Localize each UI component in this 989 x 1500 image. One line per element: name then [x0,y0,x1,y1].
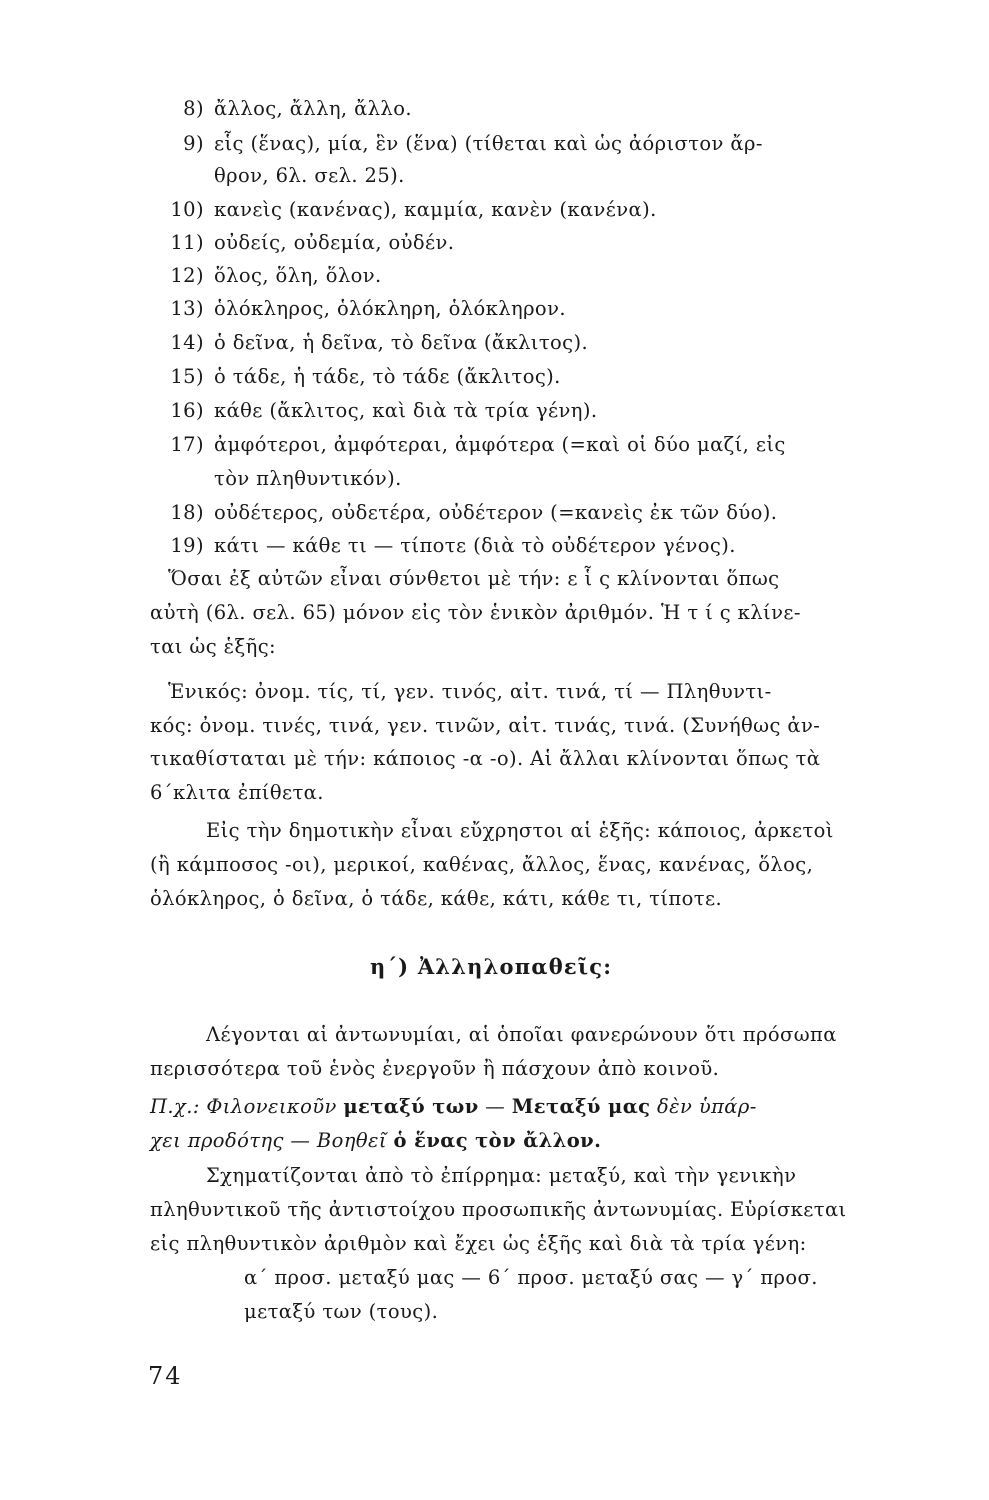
paragraph-line: Ὅσαι ἐξ αὐτῶν εἶναι σύνθετοι μὲ τήν: ε ἷ ς κλίνονται ὅπως [168,567,780,590]
list-item: 18) οὐδέτερος, οὐδετέρα, οὐδέτερον (=κανεὶς ἐκ τῶν δύο). [170,501,778,524]
list-item: 19) κάτι — κάθε τι — τίποτε (διὰ τὸ οὐδέτερον γένος). [170,534,736,557]
list-item: 15) ὁ τάδε, ἡ τάδε, τὸ τάδε (ἄκλιτος). [170,365,561,388]
paragraph-line: (ἢ κάμποσος -οι), μερικοί, καθένας, ἄλλος, ἕνας, κανένας, ὅλος, [150,853,814,876]
list-item: 9) εἷς (ἕνας), μία, ἓν (ἕνα) (τίθεται καὶ ὡς ἀόριστον ἄρ- [183,132,763,155]
list-item: 13) ὁλόκληρος, ὁλόκληρη, ὁλόκληρον. [170,297,566,320]
paragraph-line: τικαθίσταται μὲ τήν: κάποιος -α -ο). Αἱ ἄλλαι κλίνονται ὅπως τὰ [150,747,821,770]
paragraph-line: κός: ὀνομ. τινές, τινά, γεν. τινῶν, αἰτ. τινάς, τινά. (Συνήθως ἀν- [150,714,821,737]
paragraph-line: πληθυντικοῦ τῆς ἀντιστοίχου προσωπικῆς ἀντωνυμίας. Εὑρίσκεται [150,1198,847,1221]
paragraph-line: ὁλόκληρος, ὁ δεῖνα, ὁ τάδε, κάθε, κάτι, κάθε τι, τίποτε. [150,887,723,910]
list-item: 10) κανεὶς (κανένας), καμμία, κανὲν (κανένα). [170,198,657,221]
paragraph-line: περισσότερα τοῦ ἑνὸς ἐνεργοῦν ἢ πάσχουν ἀπὸ κοινοῦ. [150,1057,720,1080]
paragraph-line: Λέγονται αἱ ἀντωνυμίαι, αἱ ὁποῖαι φανερώνουν ὅτι πρόσωπα [206,1023,837,1046]
list-item: 14) ὁ δεῖνα, ἡ δεῖνα, τὸ δεῖνα (ἄκλιτος). [170,331,589,354]
example-line: Π.χ.: Φιλονεικοῦν μεταξύ των — Μεταξύ μας δὲν ὑπάρ- [150,1095,757,1118]
paragraph-line: α΄ προσ. μεταξύ μας — 6΄ προσ. μεταξύ σας — γ΄ προσ. [244,1266,818,1289]
paragraph-line: 6΄κλιτα ἐπίθετα. [150,781,324,804]
example-line: χει προδότης — Βοηθεῖ ὁ ἕνας τὸν ἄλλον. [150,1129,602,1152]
paragraph-line: μεταξύ των (τους). [244,1300,439,1323]
paragraph-line: Σχηματίζονται ἀπὸ τὸ ἐπίρρημα: μεταξύ, καὶ τὴν γενικὴν [206,1164,797,1187]
list-item: 12) ὅλος, ὅλη, ὅλον. [170,264,382,287]
paragraph-line: Ἑνικός: ὀνομ. τίς, τί, γεν. τινός, αἰτ. τινά, τί — Πληθυντι- [168,680,772,703]
list-item: 16) κάθε (ἄκλιτος, καὶ διὰ τὰ τρία γένη). [170,399,598,422]
list-item: 11) οὐδείς, οὐδεμία, οὐδέν. [170,231,455,254]
paragraph-line: αὐτὴ (6λ. σελ. 65) μόνον εἰς τὸν ἑνικὸν ἀριθμόν. Ἡ τ ί ς κλίνε- [150,601,801,624]
list-item-continuation: τὸν πληθυντικόν). [214,467,402,490]
paragraph-line: Εἰς τὴν δημοτικὴν εἶναι εὔχρηστοι αἱ ἑξῆς: κάποιος, ἀρκετοὶ [206,819,834,842]
paragraph-line: εἰς πληθυντικὸν ἀριθμὸν καὶ ἔχει ὡς ἑξῆς καὶ διὰ τὰ τρία γένη: [150,1232,807,1255]
page-number: 74 [148,1362,183,1390]
list-item-continuation: θρον, 6λ. σελ. 25). [214,164,405,187]
section-heading: η΄) Ἀλληλοπαθεῖς: [370,954,613,979]
paragraph-line: ται ὡς ἑξῆς: [150,635,276,658]
list-item: 8) ἄλλος, ἄλλη, ἄλλο. [183,97,412,120]
list-item: 17) ἀμφότεροι, ἀμφότεραι, ἀμφότερα (=καὶ οἱ δύο μαζί, εἰς [170,433,786,456]
